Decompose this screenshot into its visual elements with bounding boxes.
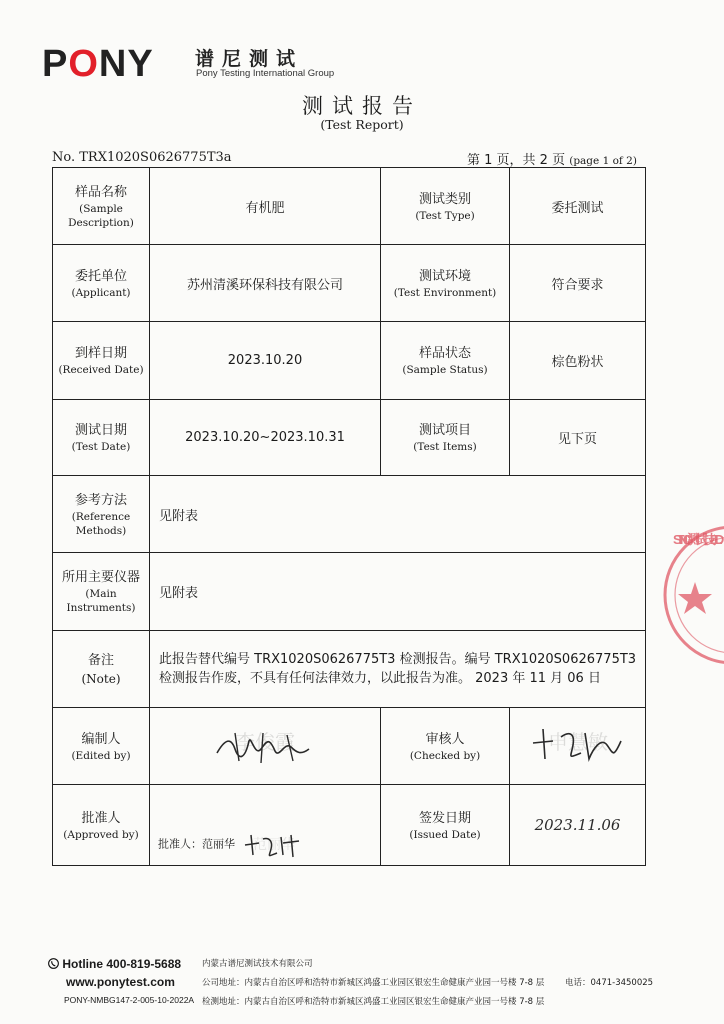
page-info (467, 149, 637, 168)
report-title-cn: 测试报告 (302, 94, 422, 118)
value-sample: 有机肥 (150, 168, 381, 245)
svg-text:范丽华: 范丽华 (253, 837, 296, 853)
row-edited (53, 708, 646, 785)
star-icon (678, 582, 712, 614)
value-sample-status: 棕色粉状 (510, 322, 646, 400)
phone-number: 电话：0471-3450025 (565, 978, 654, 988)
stamp-text: STING 测试技 LTD. (673, 532, 724, 547)
phone-icon (48, 958, 59, 969)
page-info-cn: 第 1 页，共 2 页 (467, 153, 566, 168)
issued-date-handwritten: 2023.11.06 (534, 816, 621, 834)
value-test-environment: 符合要求 (510, 245, 646, 322)
website: www.ponytest.com (66, 975, 175, 989)
test-address: 检测地址：内蒙古自治区呼和浩特市新城区鸿盛工业园区银宏生命健康产业园一号楼 7-8 层 (202, 997, 545, 1007)
company-name-cn: 谱尼测试 (195, 48, 304, 70)
signature-edited-image (205, 719, 325, 769)
report-number: No. TRX1020S0626775T3a (52, 150, 232, 165)
value-reference-methods: 见附表 (150, 476, 646, 553)
value-test-date: 2023.10.20~2023.10.31 (150, 400, 381, 476)
footer-company: 内蒙古谱尼测试技术有限公司 (202, 959, 313, 969)
svg-text:李俊霞: 李俊霞 (235, 730, 295, 754)
signature-checked-by (510, 708, 646, 785)
label-issued-date: 签发日期 (Issued Date) (381, 785, 510, 866)
label-edited-by: 编制人 (Edited by) (53, 708, 150, 785)
value-received-date: 2023.10.20 (150, 322, 381, 400)
row-sample (53, 168, 646, 245)
label-note: 备注 (Note) (53, 631, 150, 708)
report-title-en: (Test Report) (320, 117, 404, 132)
value-main-instruments: 见附表 (150, 553, 646, 631)
company-address: 公司地址：内蒙古自治区呼和浩特市新城区鸿盛工业园区银宏生命健康产业园一号楼 7-8 层 (202, 978, 545, 988)
row-note (53, 631, 646, 708)
note-line-2: 检测报告作废，不具有任何法律效力，以此报告为准。 2023 年 11 月 06 日 (159, 671, 601, 686)
page-info-en: (page 1 of 2) (569, 155, 637, 167)
row-approved (53, 785, 646, 866)
footer (44, 955, 684, 1015)
label-checked-by: 审核人 (Checked by) (381, 708, 510, 785)
value-approved-by (150, 785, 381, 866)
value-test-type: 委托测试 (510, 168, 646, 245)
label-test-type: 测试类别 (Test Type) (381, 168, 510, 245)
label-main-instruments: 所用主要仪器 (Main Instruments) (53, 553, 150, 631)
value-test-items: 见下页 (510, 400, 646, 476)
report-table (52, 167, 646, 866)
hotline-text: Hotline 400-819-5688 (62, 957, 182, 971)
row-instruments (53, 553, 646, 631)
label-reference-methods: 参考方法 (Reference Methods) (53, 476, 150, 553)
row-test-date (53, 400, 646, 476)
label-test-environment: 测试环境 (Test Environment) (381, 245, 510, 322)
hotline (48, 957, 181, 971)
row-methods (53, 476, 646, 553)
label-received-date: 到样日期 (Received Date) (53, 322, 150, 400)
label-test-items: 测试项目 (Test Items) (381, 400, 510, 476)
value-applicant: 苏州清溪环保科技有限公司 (150, 245, 381, 322)
pony-logo: PONY (42, 43, 154, 85)
label-approved-by: 批准人 (Approved by) (53, 785, 150, 866)
signature-approved-image (239, 829, 309, 859)
red-seal-stamp (663, 520, 724, 670)
row-applicant (53, 245, 646, 322)
company-name-en: Pony Testing International Group (196, 68, 335, 79)
label-test-date: 测试日期 (Test Date) (53, 400, 150, 476)
value-issued-date (510, 785, 646, 866)
signature-edited-by (150, 708, 381, 785)
signature-checked-image (523, 719, 633, 769)
svg-text:申慧敏: 申慧敏 (547, 730, 608, 754)
label-sample-status: 样品状态 (Sample Status) (381, 322, 510, 400)
value-note (150, 631, 646, 708)
note-line-1: 此报告替代编号 TRX1020S0626775T3 检测报告。编号 TRX1020S0626775T3 (159, 652, 637, 667)
document-code: PONY-NMBG147-2-005-10-2022A (64, 995, 195, 1005)
approver-label: 批准人：范丽华 (158, 837, 235, 851)
label-applicant: 委托单位 (Applicant) (53, 245, 150, 322)
row-received (53, 322, 646, 400)
label-sample: 样品名称 (Sample Description) (53, 168, 150, 245)
